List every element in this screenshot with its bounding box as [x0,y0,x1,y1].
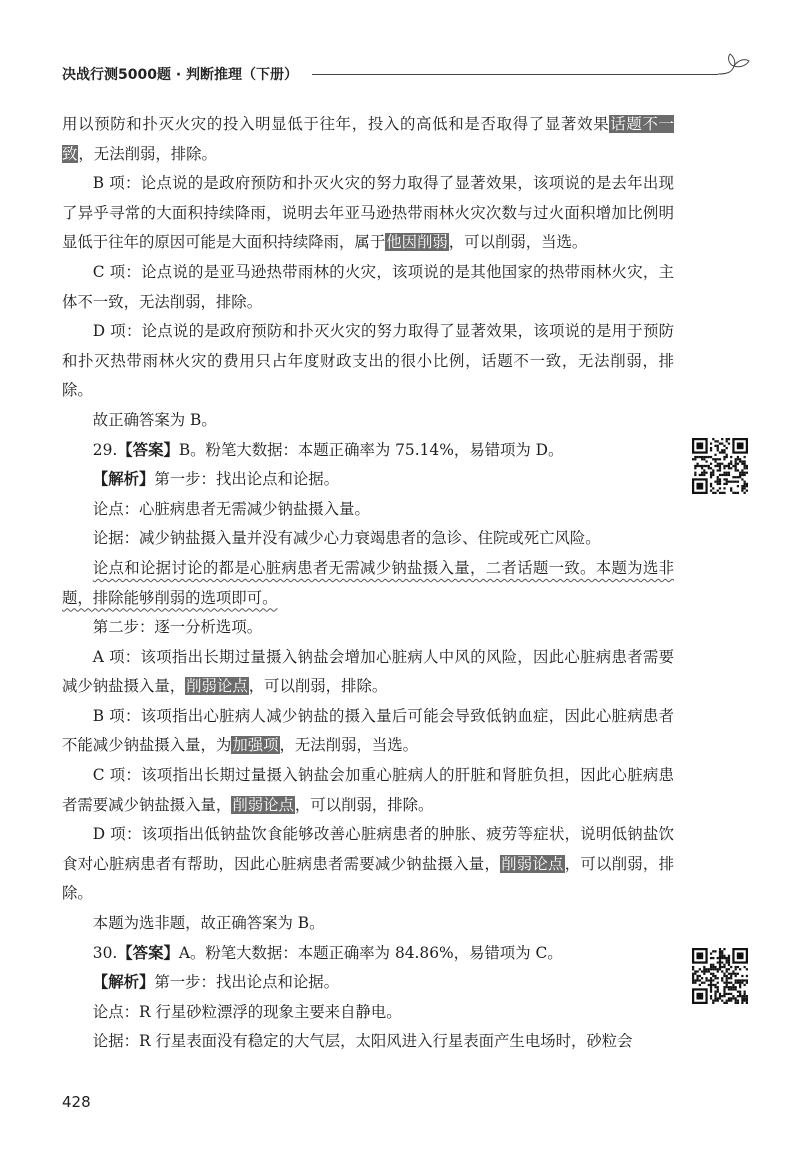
argument-point: 论点：R 行星砂粒漂浮的现象主要来自静电。 [92,1002,402,1021]
option-d-analysis [62,820,674,909]
answer-label: 【答案】 [117,943,179,962]
analysis-text: 第一步：找出论点和论据。 [154,470,340,489]
analysis-29 [62,465,674,495]
topic-note [62,554,674,613]
highlight-tag: 削弱论点 [501,854,564,873]
highlight-tag: 削弱论点 [186,677,248,696]
question-number: 29. [92,440,118,459]
text-span: ，无法削弱，排除。 [78,144,217,163]
conclusion: 本题为选非题，故正确答案为 B。 [92,914,325,933]
header-rule [312,74,718,75]
qr-code-icon[interactable] [692,948,748,1004]
option-c-analysis [62,761,674,820]
highlight-tag: 话题不一致 [62,115,674,163]
page-content [62,110,674,1057]
highlight-tag: 他因削弱 [386,233,448,252]
text-span: D 项：该项指出低钠盐饮食能够改善心脏病患者的肿胀、疲劳等症状，说明低钠盐饮食对心脏病患者有帮助，因此心脏病患者需要减少钠盐摄入量， [62,825,674,873]
qr-code-icon[interactable] [692,438,748,494]
option-a-analysis [62,643,674,702]
step-two: 第二步：逐一分析选项。 [92,618,263,637]
answer-label: 【答案】 [117,440,179,459]
analysis-label: 【解析】 [92,973,155,992]
answer-text: B。粉笔大数据：本题正确率为 75.14%，易错项为 D。 [178,440,564,459]
text-span: ，可以削弱，排除。 [62,854,674,903]
text-span: ，无法削弱，当选。 [279,736,419,755]
option-d-analysis: D 项：论点说的是政府预防和扑灭火灾的努力取得了显著效果，该项说的是用于预防和扑灭热带雨林火灾的费用只占年度财政支出的很小比例，话题不一致，无法削弱，排除。 [62,322,674,400]
analysis-label: 【解析】 [92,470,155,489]
question-number: 30. [92,943,118,962]
argument-point: 论点：心脏病患者无需减少钠盐摄入量。 [92,499,370,518]
text-span: ，可以削弱，排除。 [248,677,388,696]
text-span: B 项：论点说的是政府预防和扑灭火灾的努力取得了显著效果，该项说的是去年出现了异乎寻常的大面积持续降雨，说明去年亚马逊热带雨林火灾次数与过火面积增加比例明显低于往年的原因可能是大面积持续降雨，属于 [62,174,674,252]
page-header [62,62,752,88]
argument-evidence: 论据：R 行星表面没有稳定的大气层，太阳风进入行星表面产生电场时，砂粒会 [92,1032,633,1051]
page-number: 428 [62,1093,91,1111]
analysis-30 [62,968,674,998]
book-title: 决战行测5000题 · 判断推理（下册） [62,67,299,83]
paragraph [62,110,674,169]
analysis-text: 第一步：找出论点和论据。 [154,973,340,992]
answer-29 [62,436,674,466]
text-span: A 项：该项指出长期过量摄入钠盐会增加心脏病人中风的风险，因此心脏病患者需要减少钠盐摄入量， [62,647,674,696]
text-span: C 项：该项指出长期过量摄入钠盐会加重心脏病人的肝脏和肾脏负担，因此心脏病患者需要减少钠盐摄入量， [62,766,674,814]
text-span: 用以预防和扑灭火灾的投入明显低于往年，投入的高低和是否取得了显著效果 [62,115,610,133]
highlight-tag: 削弱论点 [232,795,294,814]
option-b-analysis [62,169,674,258]
wavy-underline-text: 论点和论据讨论的都是心脏病患者无需减少钠盐摄入量，二者话题一致。本题为选非题，排除能够削弱的选项即可。 [62,558,674,607]
highlight-tag: 加强项 [232,736,279,755]
option-c-analysis: C 项：论点说的是亚马逊热带雨林的火灾，该项说的是其他国家的热带雨林火灾，主体不一致，无法削弱，排除。 [62,262,674,311]
answer-text: A。粉笔大数据：本题正确率为 84.86%，易错项为 C。 [178,943,563,962]
option-b-analysis [62,702,674,761]
text-span: ，可以削弱，当选。 [448,233,588,252]
text-span: B 项：该项指出心脏病人减少钠盐的摄入量后可能会导致低钠血症，因此心脏病患者不能减少钠盐摄入量，为 [62,706,674,755]
sprout-icon [716,52,752,82]
text-span: ，可以削弱，排除。 [294,795,434,814]
conclusion: 故正确答案为 B。 [92,410,217,429]
answer-30 [62,939,674,969]
argument-evidence: 论据：减少钠盐摄入量并没有减少心力衰竭患者的急诊、住院或死亡风险。 [92,529,601,548]
